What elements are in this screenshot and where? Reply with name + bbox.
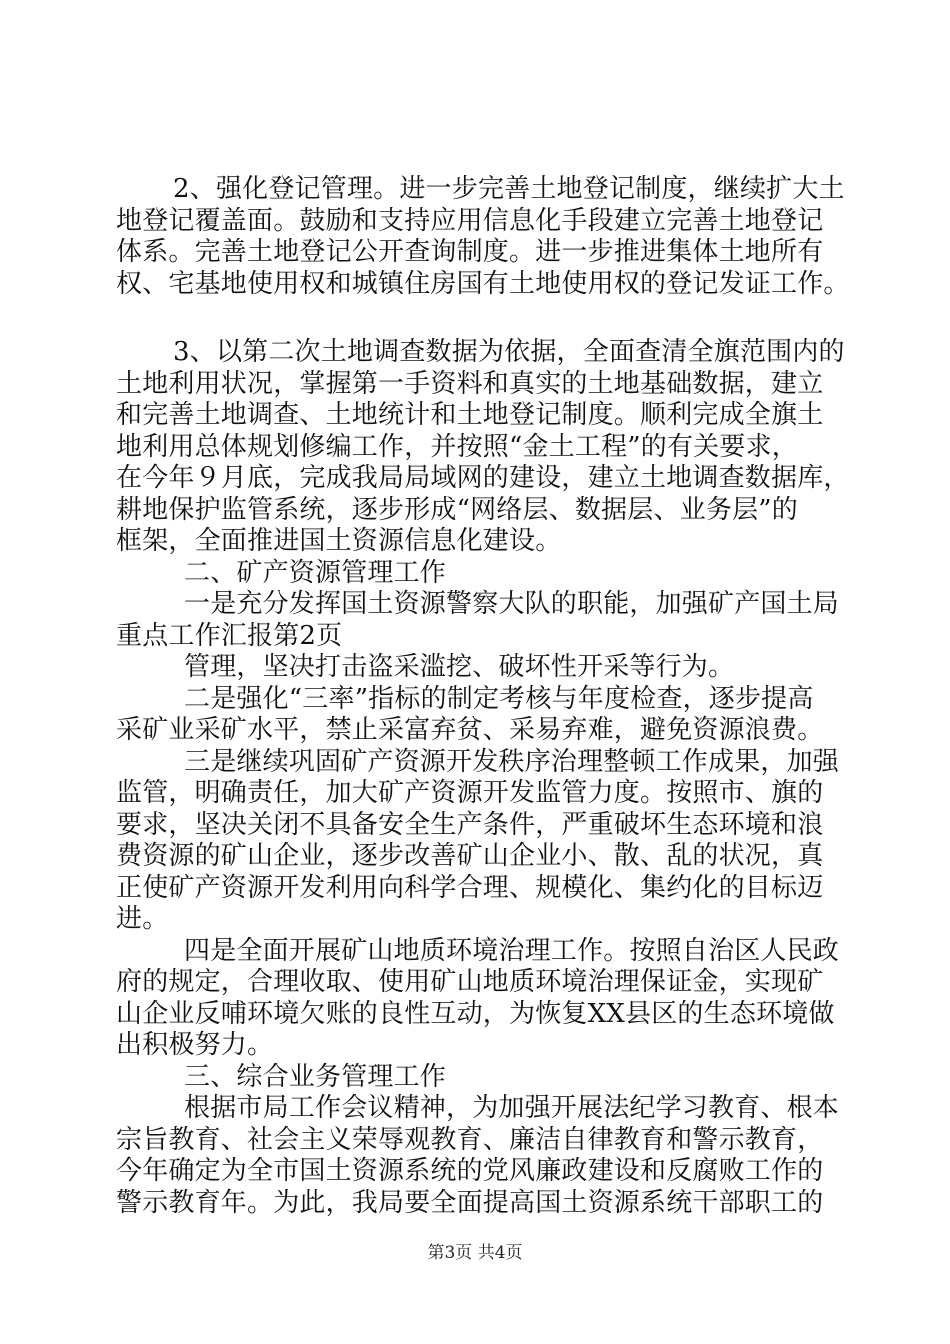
paragraph-line: 管理，坚决打击盗采滥挖、破坏性开采等行为。 — [184, 652, 735, 682]
paragraph-line: 地登记覆盖面。鼓励和支持应用信息化手段建立完善土地登记 — [116, 205, 824, 236]
document-body — [116, 174, 850, 1219]
page-header-text: 重点工作汇报第2页 — [116, 620, 343, 651]
page-number-footer: 第3页 共4页 — [427, 1243, 523, 1263]
paragraph-line: 正使矿产资源开发利用向科学合理、规模化、集约化的目标迈 — [116, 872, 824, 903]
paragraph-line: 和完善土地调查、土地统计和土地登记制度。顺利完成全旗土 — [116, 400, 824, 430]
paragraph-line: 根据市局工作会议精神，为加强开展法纪学习教育、根本 — [184, 1093, 840, 1123]
paragraph-line: 土地利用状况，掌握第一手资料和真实的土地基础数据，建立 — [116, 368, 824, 399]
section-heading: 三、综合业务管理工作 — [184, 1061, 447, 1092]
paragraph-line: 采矿业采矿水平，禁止采富弃贫、采易弃难，避免资源浪费。 — [116, 715, 824, 745]
paragraph-line: 耕地保护监管系统，逐步形成“网络层、数据层、业务层”的 — [116, 494, 798, 525]
paragraph-line: 府的规定，合理收取、使用矿山地质环境治理保证金，实现矿 — [116, 967, 824, 997]
paragraph-line: 出积极努力。 — [116, 1030, 274, 1060]
paragraph-line: 权、宅基地使用权和城镇住房国有土地使用权的登记发证工作。 — [116, 268, 850, 299]
paragraph-line: 费资源的矿山企业，逐步改善矿山企业小、散、乱的状况，真 — [116, 841, 824, 871]
paragraph-line: 一是充分发挥国土资源警察大队的职能，加强矿产国土局 — [184, 589, 840, 619]
paragraph-line: 山企业反哺环境欠账的良性互动，为恢复XX县区的生态环境做 — [116, 998, 835, 1029]
paragraph-line: 三是继续巩固矿产资源开发秩序治理整顿工作成果，加强 — [184, 746, 840, 777]
paragraph-line: 在今年９月底，完成我局局域网的建设，建立土地调查数据库， — [116, 463, 850, 493]
paragraph-line: 四是全面开展矿山地质环境治理工作。按照自治区人民政 — [184, 935, 840, 966]
paragraph-line: 宗旨教育、社会主义荣辱观教育、廉洁自律教育和警示教育， — [116, 1124, 824, 1155]
paragraph-line: 进。 — [116, 904, 169, 934]
paragraph-line: 今年确定为全市国土资源系统的党风廉政建设和反腐败工作的 — [116, 1156, 824, 1186]
paragraph-spacer — [116, 300, 841, 337]
paragraph-line: 警示教育年。为此，我局要全面提高国土资源系统干部职工的 — [116, 1187, 824, 1218]
paragraph-line: 2、强化登记管理。进一步完善土地登记制度，继续扩大土 — [173, 174, 845, 204]
paragraph-line: 体系。完善土地登记公开查询制度。进一步推进集体土地所有 — [116, 237, 824, 267]
paragraph-line: 3、以第二次土地调查数据为依据，全面查清全旗范围内的 — [173, 337, 845, 367]
paragraph-line: 框架，全面推进国土资源信息化建设。 — [116, 526, 562, 556]
paragraph-line: 地利用总体规划修编工作，并按照“金土工程”的有关要求， — [116, 431, 798, 462]
paragraph-line: 监管，明确责任，加大矿产资源开发监管力度。按照市、旗的 — [116, 778, 824, 808]
paragraph-line: 要求，坚决关闭不具备安全生产条件，严重破坏生态环境和浪 — [116, 809, 824, 840]
paragraph-line: 二是强化“三率”指标的制定考核与年度检查，逐步提高 — [184, 683, 814, 714]
section-heading: 二、矿产资源管理工作 — [184, 557, 447, 588]
